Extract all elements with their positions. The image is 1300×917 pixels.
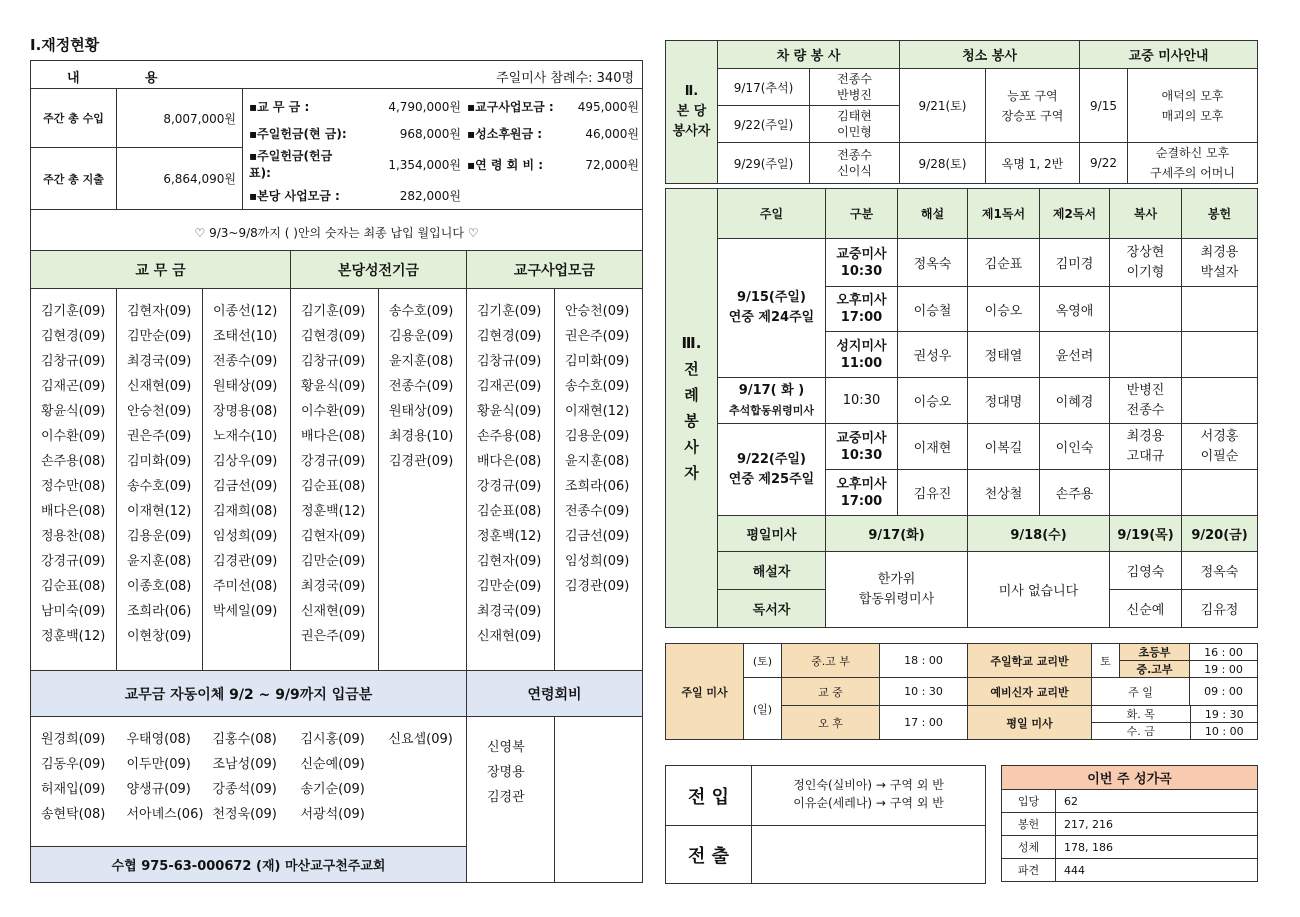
donor-name: 김용운(09) — [127, 529, 192, 544]
item-label: ▪교구사업모금 : — [467, 99, 554, 114]
donor-name: 배다은(08) — [477, 454, 542, 469]
mass-day: 9/15(주일) — [737, 290, 806, 305]
donor-name: 김창규(09) — [477, 354, 542, 369]
header-label-2: 용 — [145, 71, 158, 86]
thu-reader: 신순예 — [1110, 590, 1182, 628]
donor-name: 전종수(09) — [565, 504, 630, 519]
donor-name: 조희라(06) — [127, 604, 192, 619]
liturgy-header: 주일 — [718, 189, 826, 239]
autopay-col-2 — [117, 717, 203, 847]
liturgy-header: 구분 — [826, 189, 898, 239]
donor-name: 이재현(12) — [127, 504, 192, 519]
guide-line: 구세주의 어머니 — [1150, 166, 1235, 180]
reader-1: 김순표 — [968, 239, 1040, 287]
clean-date: 9/28(토) — [900, 143, 986, 184]
transfer-in-line: 정인숙(실비아) → 구역 외 반 — [793, 778, 944, 792]
donor-name: 김경관(09) — [389, 454, 454, 469]
autopay-col-1 — [31, 717, 117, 847]
hymn-value: 444 — [1056, 859, 1258, 882]
mass-time: 17:00 — [840, 310, 883, 325]
gyogu-header: 교구사업모금 — [467, 251, 643, 289]
item-label: ▪연 령 회 비 : — [467, 157, 544, 172]
weekday-day: 9/19(목) — [1110, 516, 1182, 552]
donor-name: 김상우(09) — [213, 454, 278, 469]
donor-name: 김경관(09) — [565, 579, 630, 594]
donor-name: 원태상(09) — [213, 379, 278, 394]
thu-haeseol: 김영숙 — [1110, 552, 1182, 590]
car-service-header: 차 량 봉 사 — [718, 41, 900, 69]
donor-name: 최경국(09) — [477, 604, 542, 619]
account-info: 수협 975-63-000672 (재) 마산교구천주교회 — [31, 847, 467, 883]
weekday-day: 9/18(수) — [968, 516, 1110, 552]
donor-name: 장명용(08) — [213, 404, 278, 419]
mass-type: 교중미사 — [836, 246, 887, 262]
donor-name: 김현자(09) — [301, 529, 366, 544]
donor-name: 김재희(08) — [213, 504, 278, 519]
donor-name: 임성희(09) — [213, 529, 278, 544]
donor-name: 정훈백(12) — [301, 504, 366, 519]
donor-name: 이수환(09) — [301, 404, 366, 419]
juil-label: 주 일 — [1092, 678, 1190, 706]
donor-name: 김만순(09) — [301, 554, 366, 569]
donor-name: 장명용 — [487, 765, 525, 780]
donor-name: 김금선(09) — [213, 479, 278, 494]
item-amount: 4,790,000원 — [388, 99, 461, 114]
autopay-col-5 — [379, 717, 467, 847]
boksa: 전종수 — [1126, 402, 1165, 418]
donor-name: 배다은(08) — [41, 504, 106, 519]
donor-name: 천정욱(09) — [212, 807, 277, 822]
haeseol: 김유진 — [898, 470, 968, 516]
kyomu-col-3 — [203, 289, 291, 671]
autopay-col-3 — [203, 717, 291, 847]
payment-notice: ♡ 9/3~9/8까지 ( )안의 숫자는 최종 납입 월입니다 ♡ — [31, 210, 643, 256]
yeonryeong-names — [467, 717, 555, 883]
time-1030: 10 : 30 — [880, 678, 968, 706]
mass-time: 10:30 — [826, 378, 898, 424]
donor-name: 조희라(06) — [565, 479, 630, 494]
weekday-day: 9/17(화) — [826, 516, 968, 552]
donor-name: 김홍수(08) — [212, 732, 277, 747]
liturgy-header: 제2독서 — [1040, 189, 1110, 239]
clean-area: 능포 구역 — [1007, 88, 1058, 103]
transfer-in-line: 이유순(세레나) → 구역 외 반 — [793, 796, 944, 810]
donor-name: 노재수(10) — [213, 429, 278, 444]
donor-name: 전종수(09) — [213, 354, 278, 369]
volunteer-section-label: Ⅱ. — [684, 84, 699, 99]
donor-name: 신요셉(09) — [388, 732, 453, 747]
donor-name: 김경관(09) — [213, 554, 278, 569]
expense-label: 주간 총 지출 — [31, 148, 117, 210]
car-name: 김태현 — [837, 109, 872, 123]
header-label-1: 내 — [67, 71, 80, 86]
liturgy-section-label: 사 — [684, 438, 699, 456]
reader-2: 손주용 — [1040, 470, 1110, 516]
prebaptism-label: 예비신자 교리반 — [968, 678, 1092, 706]
ohu-label: 오 후 — [782, 706, 880, 740]
income-label: 주간 총 수입 — [31, 89, 117, 148]
liturgy-section-label: Ⅲ. — [681, 334, 702, 352]
item-amount: 968,000원 — [399, 126, 461, 141]
gyogu-col-2 — [555, 289, 643, 671]
car-date: 9/29(주일) — [718, 143, 810, 184]
donor-name: 김기훈(09) — [301, 304, 366, 319]
item-label: ▪성소후원금 : — [467, 126, 543, 141]
liturgy-header: 봉헌 — [1182, 189, 1258, 239]
donor-name: 송수호(09) — [389, 304, 454, 319]
donor-name: 김현자(09) — [477, 554, 542, 569]
donor-name: 강경규(09) — [301, 454, 366, 469]
liturgy-section-label: 전 — [684, 360, 699, 378]
sugeum-label: 수. 금 — [1092, 723, 1190, 740]
donor-name: 신영복 — [487, 740, 525, 755]
donor-name: 정수만(08) — [41, 479, 106, 494]
boksa: 반병진 — [1126, 382, 1165, 398]
guide-line: 애덕의 모후 — [1161, 88, 1224, 103]
mass-day: 연중 제25주일 — [728, 471, 815, 487]
bonghon: 최경용 — [1200, 244, 1239, 260]
item-amount: 72,000원 — [585, 157, 639, 172]
sunday-label: (일) — [744, 678, 782, 740]
donor-name: 안승천(09) — [127, 404, 192, 419]
mass-type: 성지미사 — [836, 338, 887, 354]
donor-name: 배다은(08) — [301, 429, 366, 444]
weekday-label: 평일미사 — [718, 516, 826, 552]
haeseol: 이승오 — [898, 378, 968, 424]
hymn-value: 62 — [1056, 790, 1258, 813]
donor-name: 이종선(12) — [213, 304, 278, 319]
attendance-count: 주일미사 참례수: 340명 — [496, 71, 635, 86]
reader-label: 독서자 — [718, 590, 826, 628]
donor-name: 김용운(09) — [565, 429, 630, 444]
donor-name: 신재현(09) — [477, 629, 542, 644]
cleaning-header: 청소 봉사 — [900, 41, 1080, 69]
finance-summary-table — [30, 60, 643, 256]
car-name: 이민형 — [837, 125, 872, 139]
car-name: 전종수 — [837, 148, 872, 162]
saturday-label: (토) — [744, 644, 782, 678]
donor-name: 김동우(09) — [41, 757, 106, 772]
hymn-table — [1001, 765, 1258, 882]
income-total: 8,007,000원 — [117, 89, 243, 148]
guide-line: 순결하신 모후 — [1155, 146, 1230, 160]
autopay-header: 교무금 자동이체 9/2 ~ 9/9까지 입금분 — [31, 671, 467, 717]
chuseok-note: 합동위령미사 — [858, 591, 935, 607]
item-amount: 46,000원 — [585, 126, 639, 141]
item-label: ▪본당 사업모금 : — [249, 188, 340, 203]
hymn-label: 성체 — [1002, 836, 1056, 859]
transfer-table — [665, 765, 986, 884]
donor-name: 권은주(09) — [301, 629, 366, 644]
donor-name: 최경국(09) — [127, 354, 192, 369]
donor-name: 조남성(09) — [212, 757, 277, 772]
donor-name: 김경관 — [487, 790, 525, 805]
mass-time: 17:00 — [840, 493, 883, 509]
boksa: 장상현 — [1126, 244, 1165, 260]
hymn-label: 파견 — [1002, 859, 1056, 882]
donor-name: 정훈백(12) — [41, 629, 106, 644]
item-amount: 282,000원 — [399, 188, 461, 203]
car-date: 9/17(추석) — [718, 69, 810, 106]
donor-name: 윤지훈(08) — [389, 354, 454, 369]
yeonryeong-header: 연령회비 — [467, 671, 643, 717]
mass-day: 추석합동위령미사 — [728, 403, 814, 417]
bonghon: 박설자 — [1200, 264, 1239, 280]
haeseol: 권성우 — [898, 332, 968, 378]
time-1800: 18 : 00 — [880, 644, 968, 678]
liturgy-table — [665, 188, 1258, 628]
gyogu-col-1 — [467, 289, 555, 671]
guide-date: 9/15 — [1080, 69, 1128, 143]
liturgy-header: 복사 — [1110, 189, 1182, 239]
donor-name: 김미화(09) — [565, 354, 630, 369]
mass-type: 교중미사 — [836, 430, 887, 446]
junggo-label: 중.고 부 — [782, 644, 880, 678]
bonghon: 이필순 — [1200, 448, 1239, 464]
donor-name: 양생규(09) — [126, 782, 191, 797]
mass-schedule-table — [665, 643, 1258, 740]
donor-name: 주미선(08) — [213, 579, 278, 594]
donor-name: 원태상(09) — [389, 404, 454, 419]
donor-name: 이종호(08) — [127, 579, 192, 594]
liturgy-section-label: 례 — [684, 386, 699, 404]
clean-area: 장승포 구역 — [1001, 108, 1064, 123]
car-date: 9/22(주일) — [718, 106, 810, 143]
reader-1: 이복길 — [968, 424, 1040, 470]
donor-name: 김창규(09) — [301, 354, 366, 369]
mass-day: 9/17( 화 ) — [738, 382, 805, 398]
donor-name: 손주용(08) — [477, 429, 542, 444]
boksa: 이기형 — [1126, 264, 1165, 280]
item-amount: 1,354,000원 — [388, 157, 461, 172]
weekday-mass-label: 평일 미사 — [968, 706, 1092, 740]
donor-name: 김현경(09) — [41, 329, 106, 344]
donor-name: 신재현(09) — [127, 379, 192, 394]
seongjeon-col-2 — [379, 289, 467, 671]
mass-day: 9/22(주일) — [737, 451, 806, 467]
boksa: 고대규 — [1126, 448, 1165, 464]
expense-total: 6,864,090원 — [117, 148, 243, 210]
hymn-title: 이번 주 성가곡 — [1002, 766, 1258, 790]
liturgy-section-label: 봉 — [684, 412, 699, 430]
donor-name: 최경국(09) — [301, 579, 366, 594]
kyomu-col-2 — [117, 289, 203, 671]
fri-reader: 김유정 — [1182, 590, 1258, 628]
donor-name: 김창규(09) — [41, 354, 106, 369]
donor-name: 조태선(10) — [213, 329, 278, 344]
donor-name: 안승천(09) — [565, 304, 630, 319]
item-amount: 495,000원 — [577, 99, 639, 114]
time-1000: 10 : 00 — [1204, 724, 1244, 738]
reader-1: 이승오 — [968, 287, 1040, 332]
donor-name: 강경규(09) — [41, 554, 106, 569]
car-name: 신이식 — [837, 164, 872, 178]
donor-name: 윤지훈(08) — [127, 554, 192, 569]
donor-name: 김현자(09) — [127, 304, 192, 319]
school-label: 주일학교 교리반 — [968, 644, 1092, 678]
reader-2: 이혜경 — [1040, 378, 1110, 424]
hymn-label: 봉헌 — [1002, 813, 1056, 836]
haeseol: 이승철 — [898, 287, 968, 332]
donor-name: 최경용(10) — [389, 429, 454, 444]
donor-name: 황윤식(09) — [477, 404, 542, 419]
reader-2: 이인숙 — [1040, 424, 1110, 470]
volunteer-section-label: 봉사자 — [672, 124, 711, 139]
donor-name: 이재현(12) — [565, 404, 630, 419]
seongjeon-col-1 — [291, 289, 379, 671]
seongjeon-header: 본당성전기금 — [291, 251, 467, 289]
donor-name: 권은주(09) — [127, 429, 192, 444]
donor-name: 김재곤(09) — [477, 379, 542, 394]
kyomu-header: 교 무 금 — [31, 251, 291, 289]
autopay-col-4 — [291, 717, 379, 847]
kyomu-col-1 — [31, 289, 117, 671]
donor-name: 이수환(09) — [41, 429, 106, 444]
donor-name: 신순예(09) — [300, 757, 365, 772]
donor-name: 김기훈(09) — [477, 304, 542, 319]
mass-type: 오후미사 — [836, 293, 887, 308]
mass-guide-header: 교중 미사안내 — [1080, 41, 1258, 69]
donor-name: 김순표(08) — [41, 579, 106, 594]
donor-name: 송현탁(08) — [41, 807, 106, 822]
donor-name: 김만순(09) — [477, 579, 542, 594]
no-mass-note: 미사 없습니다 — [968, 552, 1110, 628]
weekday-day: 9/20(금) — [1182, 516, 1258, 552]
reader-2: 윤선려 — [1040, 332, 1110, 378]
guide-date: 9/22 — [1080, 143, 1128, 184]
donor-name: 전종수(09) — [389, 379, 454, 394]
haeseol: 이재현 — [898, 424, 968, 470]
boksa: 최경용 — [1126, 428, 1165, 444]
donor-name: 신재현(09) — [301, 604, 366, 619]
donor-name: 송수호(09) — [565, 379, 630, 394]
time-1600: 16 : 00 — [1190, 644, 1258, 661]
clean-area: 옥명 1, 2반 — [986, 143, 1080, 184]
time-0900: 09 : 00 — [1190, 678, 1258, 706]
donor-name: 김만순(09) — [127, 329, 192, 344]
donor-name: 황윤식(09) — [301, 379, 366, 394]
clean-date: 9/21(토) — [900, 69, 986, 143]
time-1900: 19 : 00 — [1190, 661, 1258, 678]
donor-name: 윤지훈(08) — [565, 454, 630, 469]
donor-name: 정용찬(08) — [41, 529, 106, 544]
donor-name: 임성희(09) — [565, 554, 630, 569]
item-label: ▪주일헌금(헌금표): — [249, 149, 333, 180]
reader-1: 정대명 — [968, 378, 1040, 424]
liturgy-header: 해설 — [898, 189, 968, 239]
transfer-in-label: 전 입 — [666, 766, 752, 826]
donations-table — [30, 250, 643, 883]
fri-haeseol: 정옥숙 — [1182, 552, 1258, 590]
item-label: ▪교 무 금 : — [249, 99, 310, 114]
donor-name: 김미화(09) — [127, 454, 192, 469]
hymn-label: 입당 — [1002, 790, 1056, 813]
guide-line: 매괴의 모후 — [1161, 108, 1224, 123]
donor-name: 송수호(09) — [127, 479, 192, 494]
volunteer-section-label: 본 당 — [676, 104, 707, 119]
donor-name: 김현경(09) — [477, 329, 542, 344]
donor-name: 김시홍(09) — [300, 732, 365, 747]
donor-name: 원경희(09) — [41, 732, 106, 747]
time-1930: 19 : 30 — [1190, 706, 1258, 723]
donor-name: 송기순(09) — [300, 782, 365, 797]
donor-name: 허재입(09) — [41, 782, 106, 797]
donor-name: 이현창(09) — [127, 629, 192, 644]
hymn-value: 178, 186 — [1056, 836, 1258, 859]
donor-name: 강종석(09) — [212, 782, 277, 797]
donor-name: 김금선(09) — [565, 529, 630, 544]
chodeung-label: 초등부 — [1120, 644, 1190, 661]
car-name: 반병진 — [837, 88, 872, 102]
volunteers-table — [665, 40, 1258, 184]
donor-name: 남미숙(09) — [41, 604, 106, 619]
liturgy-section-label: 자 — [684, 464, 699, 482]
donor-name: 서아녜스(06) — [126, 807, 204, 822]
donor-name: 김순표(08) — [477, 504, 542, 519]
donor-name: 김현경(09) — [301, 329, 366, 344]
reader-2: 옥영애 — [1040, 287, 1110, 332]
donor-name: 황윤식(09) — [41, 404, 106, 419]
car-name: 전종수 — [837, 72, 872, 86]
time-1700: 17 : 00 — [880, 706, 968, 740]
reader-1: 천상철 — [968, 470, 1040, 516]
junggo2-label: 중.고부 — [1120, 661, 1190, 678]
hwamok-label: 화. 목 — [1092, 706, 1190, 723]
mass-time: 10:30 — [840, 447, 883, 463]
haeseol: 정옥숙 — [898, 239, 968, 287]
sunday-mass-label: 주일 미사 — [666, 644, 744, 740]
donor-name: 서광석(09) — [300, 807, 365, 822]
transfer-out-label: 전 출 — [666, 826, 752, 884]
liturgy-header: 제1독서 — [968, 189, 1040, 239]
donor-name: 이두만(09) — [126, 757, 191, 772]
item-label: ▪주일헌금(현 금): — [249, 126, 347, 141]
donor-name: 우태영(08) — [126, 732, 191, 747]
donor-name: 김재곤(09) — [41, 379, 106, 394]
mass-type: 오후미사 — [836, 476, 887, 492]
gyojung-label: 교 중 — [782, 678, 880, 706]
finance-title: Ⅰ.재정현황 — [30, 36, 100, 54]
donor-name: 손주용(08) — [41, 454, 106, 469]
reader-1: 정태열 — [968, 332, 1040, 378]
donor-name: 강경규(09) — [477, 479, 542, 494]
donor-name: 김순표(08) — [301, 479, 366, 494]
bonghon: 서경홍 — [1200, 428, 1239, 444]
hymn-value: 217, 216 — [1056, 813, 1258, 836]
mass-time: 11:00 — [840, 355, 883, 371]
donor-name: 김기훈(09) — [41, 304, 106, 319]
donor-name: 정훈백(12) — [477, 529, 542, 544]
to-label: 토 — [1092, 644, 1120, 678]
donor-name: 김용운(09) — [389, 329, 454, 344]
haeseol-label: 해설자 — [718, 552, 826, 590]
mass-time: 10:30 — [840, 263, 883, 279]
chuseok-note: 한가위 — [877, 571, 916, 587]
mass-day: 연중 제24주일 — [728, 310, 815, 325]
reader-2: 김미경 — [1040, 239, 1110, 287]
donor-name: 권은주(09) — [565, 329, 630, 344]
donor-name: 박세일(09) — [213, 604, 278, 619]
